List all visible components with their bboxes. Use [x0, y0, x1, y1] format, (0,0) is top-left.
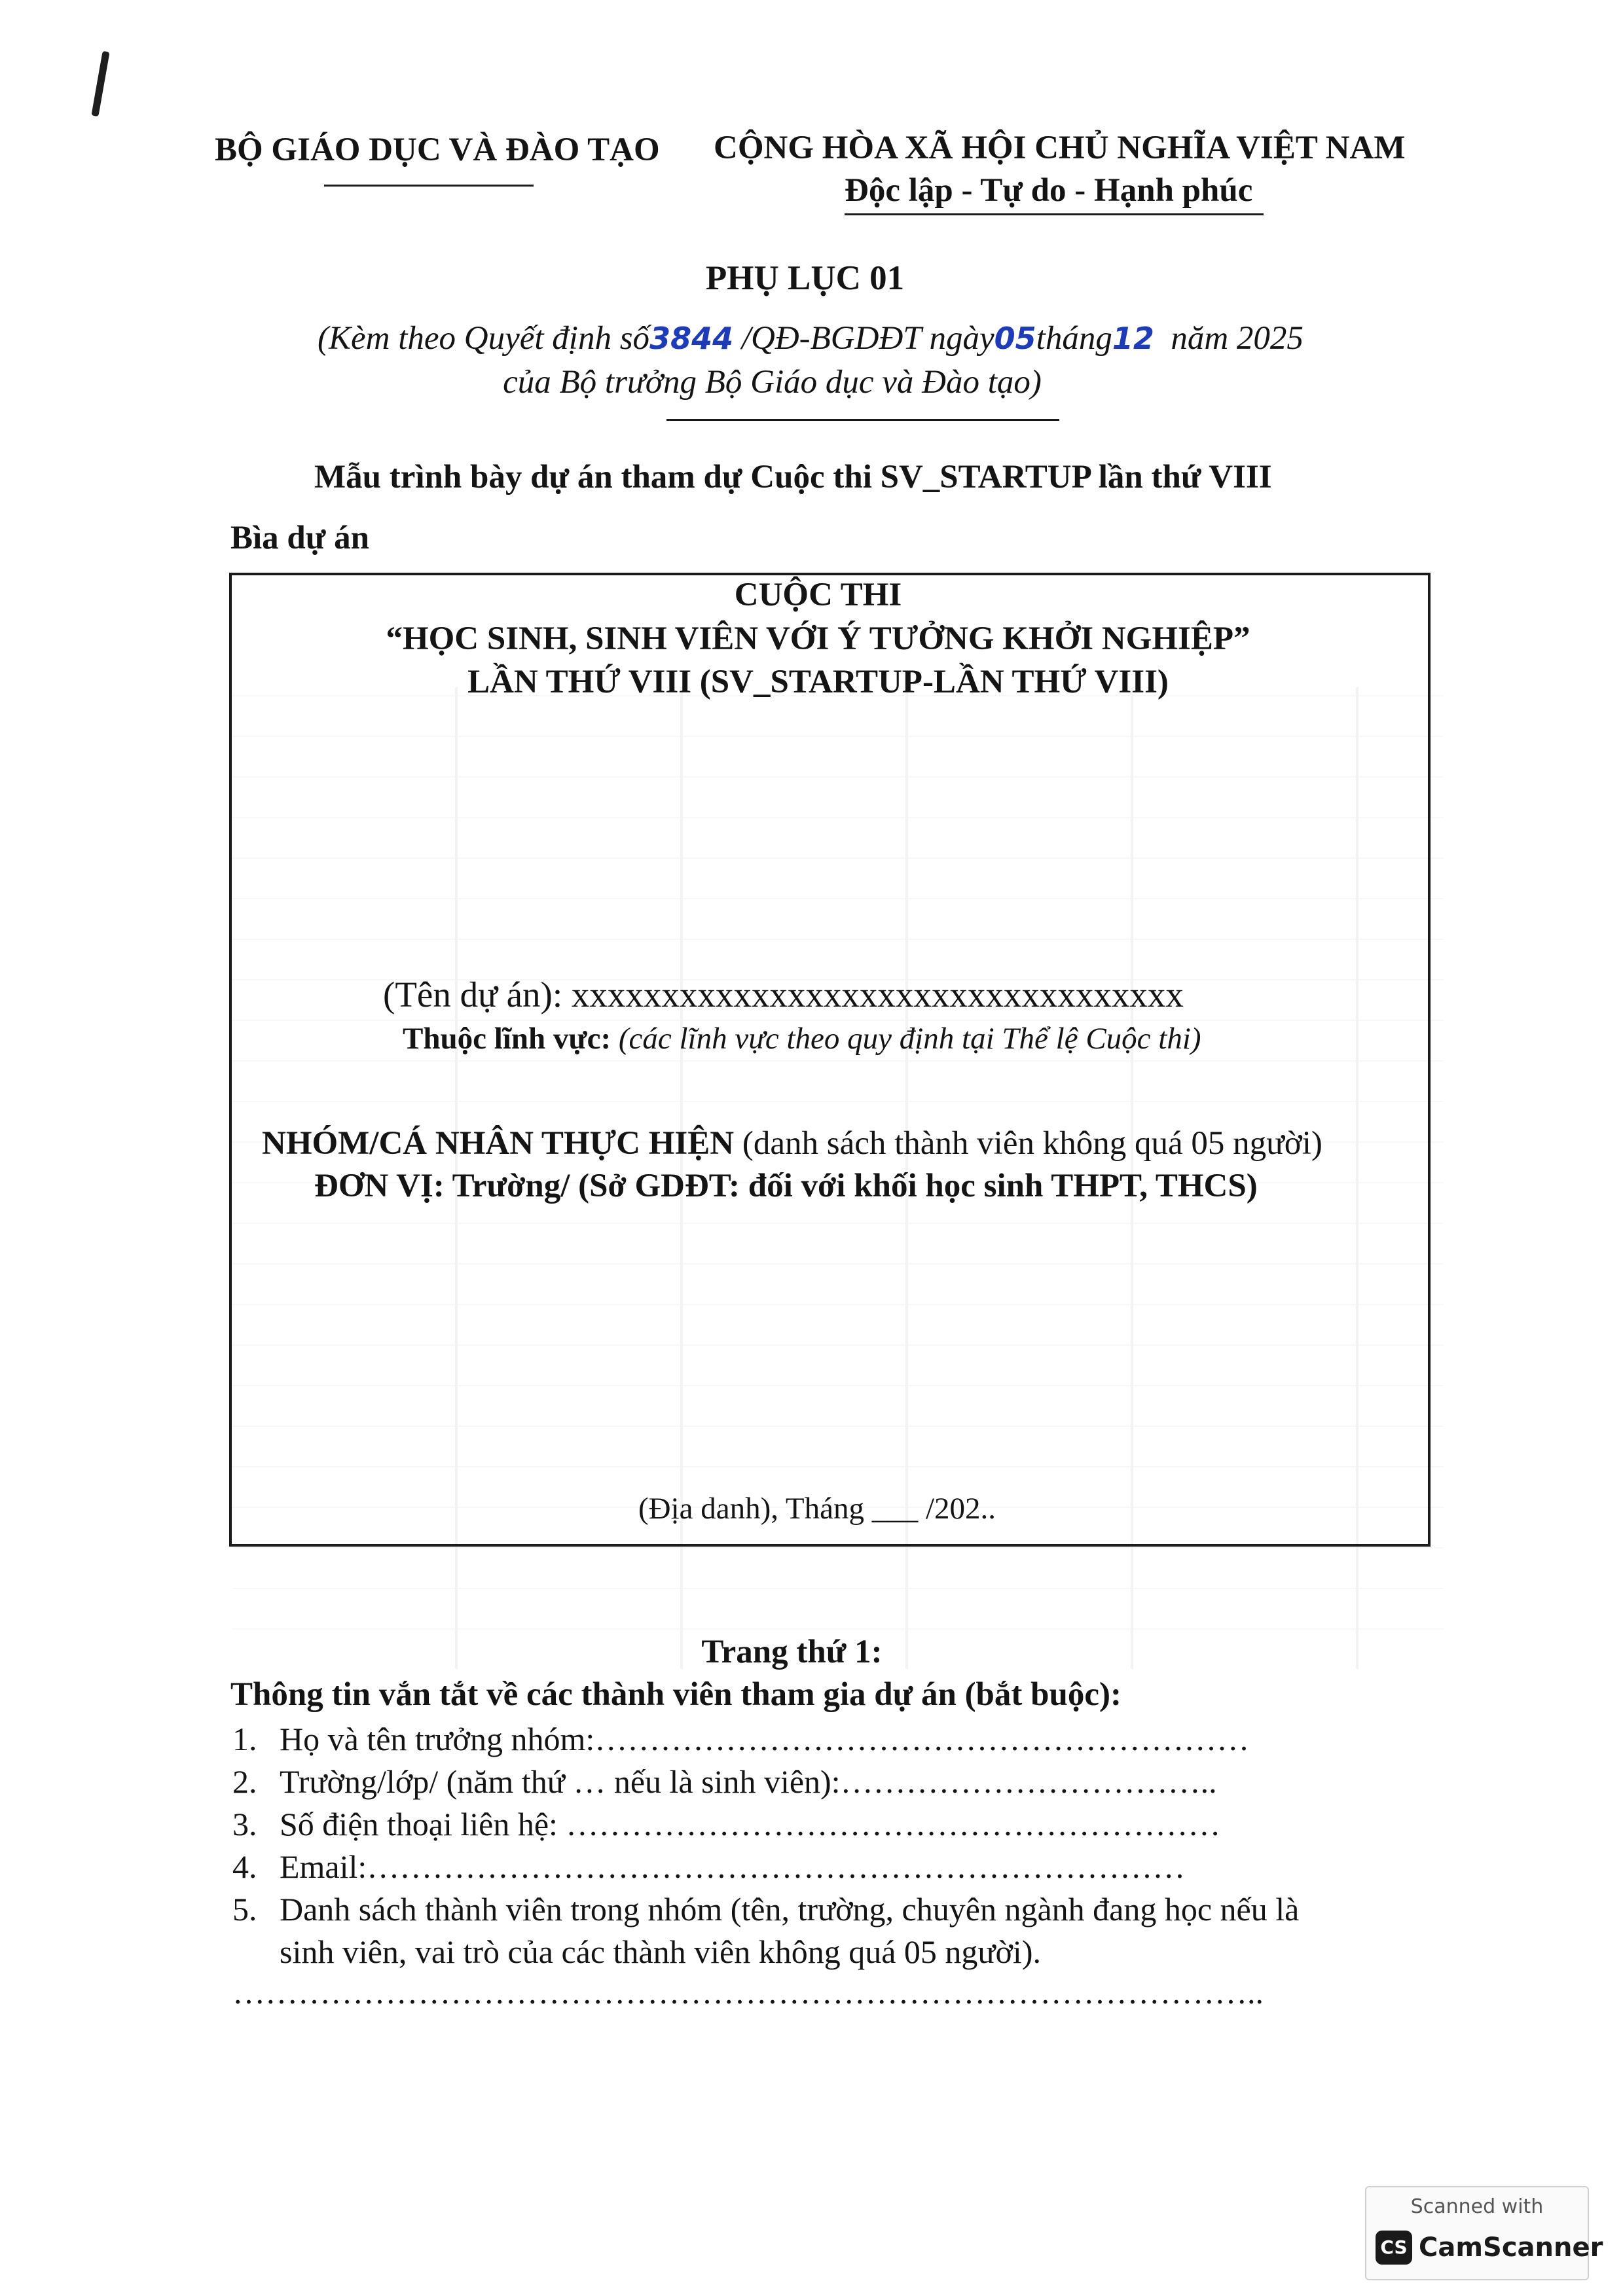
cover-contest-name: “HỌC SINH, SINH VIÊN VỚI Ý TƯỞNG KHỞI NGHIỆP”: [386, 620, 1250, 657]
field-note: (các lĩnh vực theo quy định tại Thể lệ Cuộc thi): [618, 1022, 1201, 1056]
camscanner-brand: CamScanner: [1419, 2233, 1603, 2263]
place-date-line: (Địa danh), Tháng ___ /202..: [638, 1492, 996, 1526]
project-field-line: [403, 1021, 1201, 1056]
handwritten-decision-number: 3844: [649, 321, 734, 356]
team-line: [262, 1124, 1322, 1162]
decision-mid: /QĐ-BGDĐT ngày: [741, 320, 994, 357]
decision-prefix: (Kèm theo Quyết định số: [318, 320, 650, 357]
list-item-number: 5.: [232, 1891, 257, 1928]
page1-title: Trang thứ 1:: [701, 1634, 883, 1670]
list-item: [232, 1720, 1249, 1758]
camscanner-watermark: [1365, 2186, 1603, 2280]
list-item-number: 3.: [232, 1806, 257, 1842]
handwritten-tick-mark: [91, 51, 109, 117]
unit-line: ĐƠN VỊ: Trường/ (Sở GDĐT: đối với khối học sinh THPT, THCS): [314, 1168, 1258, 1204]
list-item-text: Họ và tên trưởng nhóm:……………………………………………………: [280, 1721, 1250, 1757]
form-title: Mẫu trình bày dự án tham dự Cuộc thi SV_STARTUP lần thứ VIII: [314, 459, 1272, 495]
team-note: (danh sách thành viên không quá 05 người): [742, 1125, 1322, 1162]
decision-issuer: của Bộ trưởng Bộ Giáo dục và Đào tạo): [503, 364, 1042, 401]
year-text: năm 2025: [1171, 320, 1304, 357]
list-item: [232, 1890, 1299, 1928]
list-item-number: 1.: [232, 1721, 257, 1757]
list-item-text: Email:…………………………………………………………………: [280, 1848, 1186, 1885]
ministry-underline: [324, 185, 534, 187]
scanned-with-label: Scanned with: [1410, 2195, 1544, 2218]
list-item-number: 4.: [232, 1848, 257, 1885]
list-item: [232, 1805, 1220, 1843]
decision-line: [318, 319, 1304, 357]
cover-label: Bìa dự án: [230, 520, 370, 556]
list-item-number: 2.: [232, 1763, 257, 1800]
page1-subtitle: Thông tin vắn tắt về các thành viên tham gia dự án (bắt buộc):: [230, 1676, 1122, 1713]
list-item-text: Danh sách thành viên trong nhóm (tên, trường, chuyên ngành đang học nếu là: [280, 1891, 1300, 1928]
project-cover-box: [229, 573, 1431, 1547]
cover-contest-edition: LẦN THỨ VIII (SV_STARTUP-LẦN THỨ VIII): [467, 664, 1169, 700]
handwritten-month: 12: [1112, 321, 1154, 356]
appendix-title: PHỤ LỤC 01: [705, 259, 905, 297]
list-item-text: Số điện thoại liên hệ: ……………………………………………………: [280, 1806, 1221, 1842]
project-name-field: (Tên dự án): xxxxxxxxxxxxxxxxxxxxxxxxxxxxxxxxxx: [383, 975, 1184, 1014]
field-label: Thuộc lĩnh vực:: [403, 1022, 611, 1056]
country-name: CỘNG HÒA XÃ HỘI CHỦ NGHĨA VIỆT NAM: [714, 130, 1406, 166]
motto-underline: [845, 213, 1264, 215]
list-item-text: Trường/lớp/ (năm thứ … nếu là sinh viên):……………………………..: [280, 1763, 1217, 1800]
list-item: [232, 1848, 1185, 1886]
cover-contest-label: CUỘC THI: [734, 577, 902, 613]
dotted-fill-line: …………………………………………………………………………………..: [232, 1974, 1264, 2011]
camscanner-logo-icon: CS: [1376, 2231, 1412, 2265]
list-item-5-continuation: sinh viên, vai trò của các thành viên không quá 05 người).: [280, 1933, 1041, 1970]
appendix-underline: [666, 419, 1059, 421]
team-label: NHÓM/CÁ NHÂN THỰC HIỆN: [262, 1125, 735, 1162]
ministry-name: BỘ GIÁO DỤC VÀ ĐÀO TẠO: [215, 132, 660, 168]
handwritten-day: 05: [994, 321, 1036, 356]
national-motto: Độc lập - Tự do - Hạnh phúc: [845, 172, 1253, 209]
month-label: tháng: [1036, 320, 1112, 357]
list-item: [232, 1763, 1217, 1801]
